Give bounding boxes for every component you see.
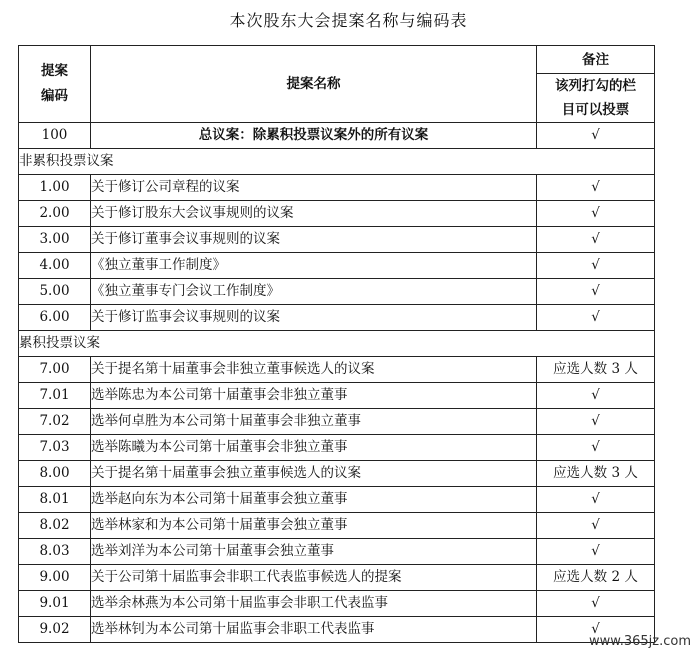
table-row — [19, 513, 655, 539]
row-mark: √ — [537, 383, 655, 409]
row-name: 选举赵向东为本公司第十届董事会独立董事 — [91, 487, 537, 513]
row-name: 《独立董事工作制度》 — [91, 253, 537, 279]
table-row — [19, 175, 655, 201]
table-row — [19, 487, 655, 513]
row-code: 3.00 — [19, 227, 91, 253]
table-row — [19, 383, 655, 409]
row-code: 8.00 — [19, 461, 91, 487]
row-code: 2.00 — [19, 201, 91, 227]
row-name: 选举陈曦为本公司第十届董事会非独立董事 — [91, 435, 537, 461]
table-row — [19, 617, 655, 643]
section-row-noncumulative — [19, 149, 655, 175]
proposal-table-body — [19, 46, 655, 643]
document-title: 本次股东大会提案名称与编码表 — [229, 11, 468, 30]
row-name: 关于修订公司章程的议案 — [91, 175, 537, 201]
section-noncumulative-label: 非累积投票议案 — [19, 149, 655, 175]
row-name: 关于公司第十届监事会非职工代表监事候选人的提案 — [91, 565, 537, 591]
row-name: 《独立董事专门会议工作制度》 — [91, 279, 537, 305]
row-code: 6.00 — [19, 305, 91, 331]
row-name: 选举何卓胜为本公司第十届董事会非独立董事 — [91, 409, 537, 435]
header-name-cell: 提案名称 — [91, 46, 537, 123]
row-name: 选举林钊为本公司第十届监事会非职工代表监事 — [91, 617, 537, 643]
table-row — [19, 227, 655, 253]
watermark: www.365jz.com — [589, 634, 691, 649]
table-row — [19, 305, 655, 331]
row-mark: √ — [537, 591, 655, 617]
row-name: 选举余林燕为本公司第十届监事会非职工代表监事 — [91, 591, 537, 617]
table-row — [19, 591, 655, 617]
row-mark: √ — [537, 539, 655, 565]
row-code: 9.01 — [19, 591, 91, 617]
row-code: 1.00 — [19, 175, 91, 201]
row-code: 7.02 — [19, 409, 91, 435]
row-mark: 应选人数 3 人 — [537, 461, 655, 487]
row-code: 7.03 — [19, 435, 91, 461]
row-mark: 应选人数 3 人 — [537, 357, 655, 383]
header-code-cell — [19, 46, 91, 123]
row-mark: √ — [537, 487, 655, 513]
header-row — [19, 46, 655, 123]
row-mark: 应选人数 2 人 — [537, 565, 655, 591]
row-code: 7.01 — [19, 383, 91, 409]
header-remark-cell — [537, 46, 655, 123]
header-remark-line2: 目可以投票 — [561, 101, 630, 118]
table-row — [19, 461, 655, 487]
table-row — [19, 539, 655, 565]
table-row — [19, 409, 655, 435]
row-name: 选举林家和为本公司第十届董事会独立董事 — [91, 513, 537, 539]
total-row — [19, 123, 655, 149]
table-row — [19, 253, 655, 279]
row-mark: √ — [537, 409, 655, 435]
row-mark: √ — [537, 617, 655, 643]
row-code: 7.00 — [19, 357, 91, 383]
row-mark: √ — [537, 305, 655, 331]
row-name: 关于修订监事会议事规则的议案 — [91, 305, 537, 331]
row-mark: √ — [537, 279, 655, 305]
row-mark: √ — [537, 253, 655, 279]
row-mark: √ — [537, 435, 655, 461]
row-code: 8.02 — [19, 513, 91, 539]
row-mark: √ — [537, 227, 655, 253]
row-mark: √ — [537, 175, 655, 201]
total-name: 总议案：除累积投票议案外的所有议案 — [91, 123, 537, 149]
section-row-cumulative — [19, 331, 655, 357]
row-name: 关于修订股东大会议事规则的议案 — [91, 201, 537, 227]
row-mark: √ — [537, 201, 655, 227]
section-cumulative-label: 累积投票议案 — [19, 331, 655, 357]
row-mark: √ — [537, 513, 655, 539]
table-row — [19, 279, 655, 305]
row-code: 9.02 — [19, 617, 91, 643]
row-code: 5.00 — [19, 279, 91, 305]
header-code-line2: 编码 — [41, 88, 68, 104]
row-name: 关于修订董事会议事规则的议案 — [91, 227, 537, 253]
table-row — [19, 565, 655, 591]
row-name: 关于提名第十届董事会非独立董事候选人的议案 — [91, 357, 537, 383]
row-code: 8.01 — [19, 487, 91, 513]
row-name: 选举刘洋为本公司第十届董事会独立董事 — [91, 539, 537, 565]
row-code: 9.00 — [19, 565, 91, 591]
table-row — [19, 201, 655, 227]
table-row — [19, 435, 655, 461]
header-remark-line1: 该列打勾的栏 — [537, 73, 654, 98]
header-code-line1: 提案 — [41, 63, 68, 79]
header-remark-title: 备注 — [582, 51, 609, 68]
row-name: 关于提名第十届董事会独立董事候选人的议案 — [91, 461, 537, 487]
table-row — [19, 357, 655, 383]
row-code: 8.03 — [19, 539, 91, 565]
row-name: 选举陈忠为本公司第十届董事会非独立董事 — [91, 383, 537, 409]
total-code: 100 — [19, 123, 91, 149]
row-code: 4.00 — [19, 253, 91, 279]
total-mark: √ — [537, 123, 655, 149]
proposal-table — [18, 45, 655, 643]
